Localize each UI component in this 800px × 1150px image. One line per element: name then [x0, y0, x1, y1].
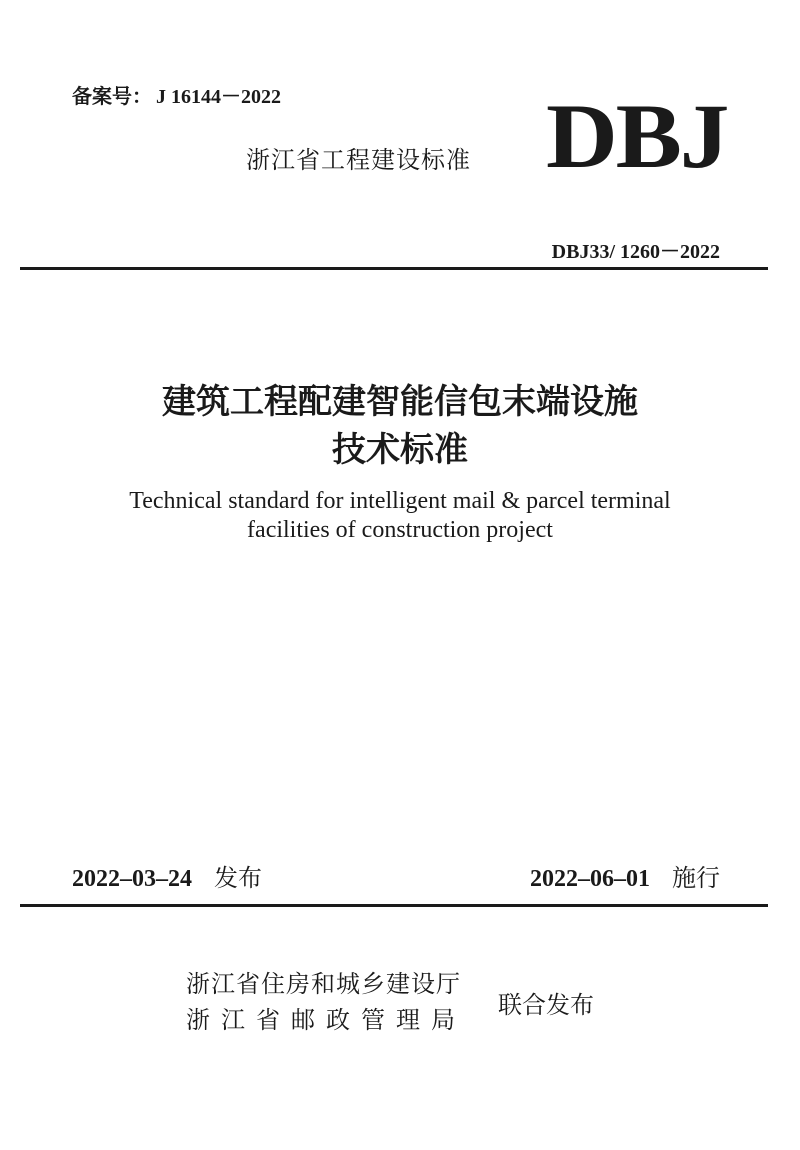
implement-label: 施行	[672, 864, 720, 892]
implement-date-block	[530, 858, 720, 893]
record-number-label: 备案号：	[72, 84, 152, 108]
publisher-postal-bureau: 浙江省邮政管理局	[186, 1006, 466, 1034]
publishers-block	[186, 966, 466, 1038]
chinese-title-line-2: 技术标准	[332, 430, 468, 470]
dbj-logo: DBJ	[546, 85, 728, 187]
joint-publish-label: 联合发布	[498, 991, 594, 1019]
bottom-divider	[20, 904, 768, 907]
english-title	[0, 487, 800, 545]
english-title-line-2: facilities of construction project	[247, 517, 553, 543]
chinese-title	[0, 378, 800, 474]
issue-label: 发布	[214, 864, 262, 892]
record-number	[72, 80, 281, 109]
issue-date-block	[72, 858, 262, 893]
record-number-value: J 16144－2022	[156, 86, 281, 108]
top-divider	[20, 267, 768, 270]
implement-date: 2022–06–01	[530, 866, 650, 892]
standard-series-name: 浙江省工程建设标准	[246, 146, 471, 174]
standard-number: DBJ33/ 1260－2022	[551, 241, 720, 263]
english-title-line-1: Technical standard for intelligent mail & parcel terminal	[129, 488, 671, 514]
chinese-title-line-1: 建筑工程配建智能信包末端设施	[162, 382, 638, 422]
issue-date: 2022–03–24	[72, 866, 192, 892]
publisher-housing-dept: 浙江省住房和城乡建设厅	[186, 970, 461, 998]
